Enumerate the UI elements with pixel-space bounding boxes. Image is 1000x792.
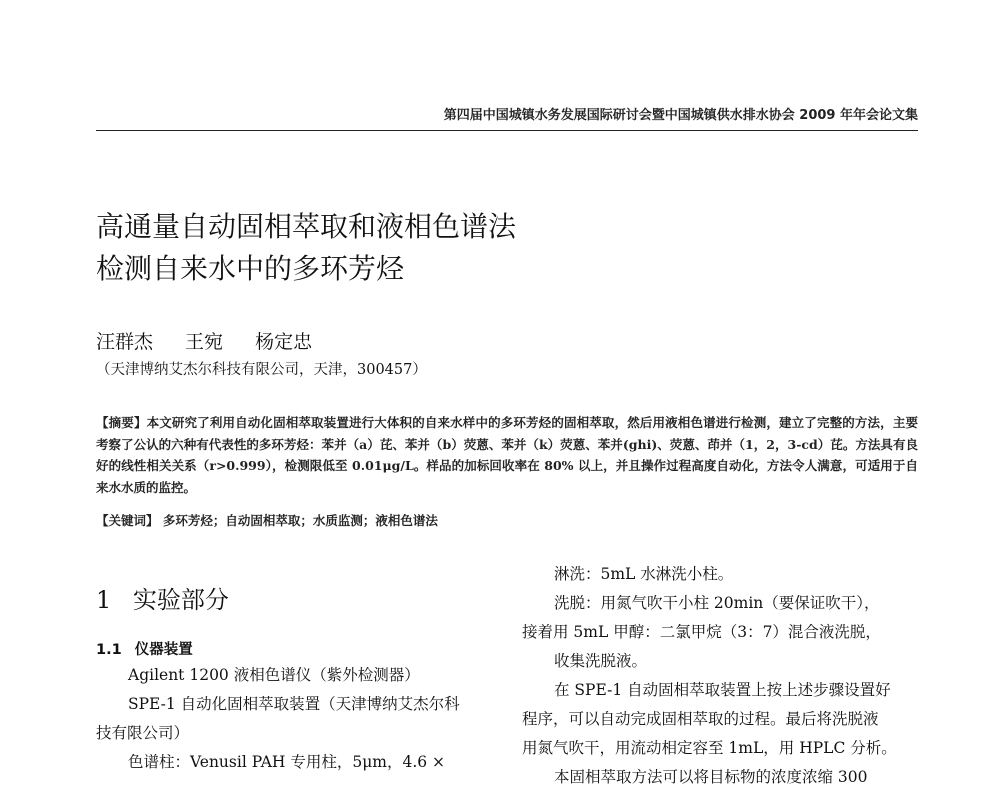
body-line: Agilent 1200 液相色谱仪（紫外检测器） — [128, 666, 420, 684]
header-rule — [96, 130, 918, 131]
body-line: 洗脱：用氮气吹干小柱 20min（要保证吹干）， — [554, 594, 880, 612]
affiliation: （天津博纳艾杰尔科技有限公司，天津，300457） — [96, 362, 427, 378]
authors: 汪群杰 王宛 杨定忠 — [96, 331, 313, 353]
body-line: 技有限公司） — [96, 724, 190, 742]
keywords-label: 【关键词】 — [96, 513, 159, 528]
abstract-text: 本文研究了利用自动化固相萃取装置进行大体积的自来水样中的多环芳烃的固相萃取，然后用液相色谱进行检测，建立了完整的方法，主要考察了公认的六种有代表性的多环芳烃：苯并（a）芘、苯并（b）荧蒽、苯并（k）荧蒽、苯并(ghi)、荧蒽、茚并（1，2，3-cd）芘。方法具有良好的线性相关关系（r>0.999），检测限低至 0.01μg/L。样品的加标回收率在 80% 以上，并且操作过程高度自动化，方法令人满意，可适用于自来水水质的监控。 — [96, 415, 918, 495]
body-line: 收集洗脱液。 — [554, 652, 648, 670]
body-line: 程序，可以自动完成固相萃取的过程。最后将洗脱液 — [522, 710, 879, 728]
keywords-text: 多环芳烃；自动固相萃取；水质监测；液相色谱法 — [162, 513, 438, 528]
abstract — [96, 412, 918, 498]
paper-title — [96, 206, 516, 290]
subsection-title: 1.1 仪器装置 — [96, 642, 193, 658]
body-line: 接着用 5mL 甲醇：二氯甲烷（3：7）混合液洗脱， — [522, 623, 881, 641]
body-line: SPE-1 自动化固相萃取装置（天津博纳艾杰尔科 — [128, 695, 460, 713]
body-line: 在 SPE-1 自动固相萃取装置上按上述步骤设置好 — [554, 681, 891, 699]
right-column — [522, 560, 918, 792]
section-title: 1 实验部分 — [96, 586, 229, 614]
title-line-2: 检测自来水中的多环芳烃 — [96, 252, 405, 285]
body-line: 淋洗：5mL 水淋洗小柱。 — [554, 565, 734, 583]
running-header: 第四届中国城镇水务发展国际研讨会暨中国城镇供水排水协会 2009 年年会论文集 — [443, 108, 918, 123]
body-line: 色谱柱：Venusil PAH 专用柱，5μm，4.6 × — [128, 753, 446, 771]
body-line: 用氮气吹干，用流动相定容至 1mL，用 HPLC 分析。 — [522, 739, 897, 757]
title-line-1: 高通量自动固相萃取和液相色谱法 — [96, 210, 517, 243]
keywords — [96, 510, 918, 531]
abstract-label: 【摘要】 — [96, 415, 147, 430]
body-line: 本固相萃取方法可以将目标物的浓度浓缩 300 — [554, 768, 868, 786]
